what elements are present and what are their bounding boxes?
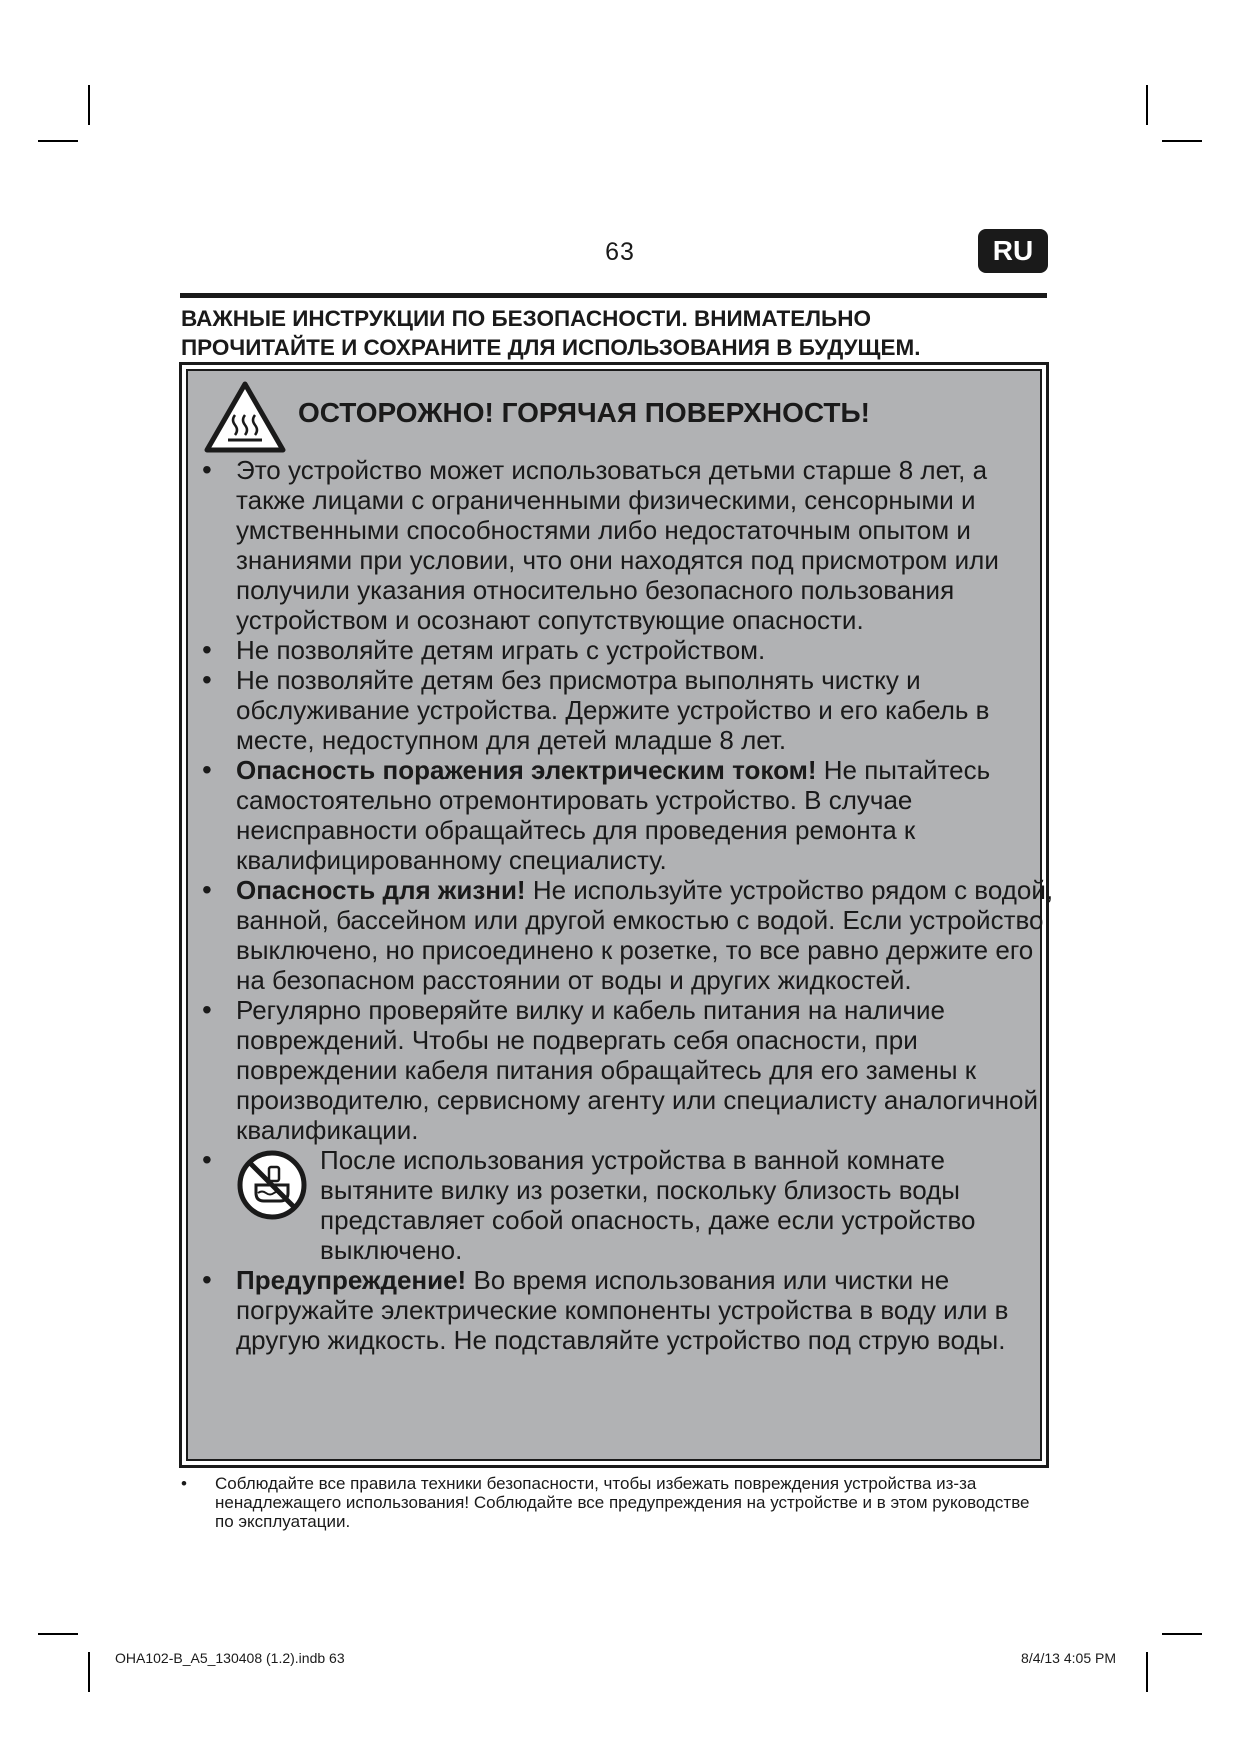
crop-mark xyxy=(1146,1652,1148,1692)
list-item: • Опасность поражения электрическим током! Не пытайтесь самостоятельно отремонтировать устройство. В случае неисправности обращайтесь для проведения ремонта к квалифицированному специалисту. xyxy=(202,755,1062,875)
divider xyxy=(180,293,1047,298)
footnote-list xyxy=(181,1474,1051,1531)
crop-mark xyxy=(1146,85,1148,125)
crop-mark xyxy=(1162,140,1202,142)
list-item: • Не позволяйте детям без присмотра выполнять чистку и обслуживание устройства. Держите устройство и его кабель в месте, недоступном для детей младше 8 лет. xyxy=(202,665,1062,755)
page-heading xyxy=(181,304,1081,362)
no-bath-text: • После использования устройства в ванной комнате вытяните вилку из розетки, поскольку близость воды представляет собой опасность, даже если устройство выключено. xyxy=(320,1145,976,1265)
list-item xyxy=(202,1145,1062,1265)
heading-line-1: ВАЖНЫЕ ИНСТРУКЦИИ ПО БЕЗОПАСНОСТИ. ВНИМАТЕЛЬНО xyxy=(181,306,871,331)
warning-box xyxy=(179,362,1054,1468)
list-item: • Это устройство может использоваться детьми старше 8 лет, а также лицами с ограниченными физическими, сенсорными и умственными способностями либо недостаточным опытом и знаниями при условии, что они находятся под присмотром или получили указания относительно безопасного пользования устройством и осознают сопутствующие опасности. xyxy=(202,455,1062,635)
page-number: 63 xyxy=(605,238,635,266)
crop-mark xyxy=(38,1633,78,1635)
crop-mark xyxy=(38,140,78,142)
footer-date: 8/4/13 4:05 PM xyxy=(1021,1650,1116,1666)
crop-mark xyxy=(88,85,90,125)
footer-file-info: OHA102-B_A5_130408 (1.2).indb 63 xyxy=(115,1650,345,1666)
footnote-item: • Соблюдайте все правила техники безопасности, чтобы избежать повреждения устройства из-за ненадлежащего использования! Соблюдайте все предупреждения на устройстве и в этом руководстве по эксплуатации. xyxy=(181,1474,1051,1531)
no-bath-usage-icon xyxy=(236,1149,308,1221)
list-item: • Предупреждение! Во время использования или чистки не погружайте электрические компоненты устройства в воду или в другую жидкость. Не подставляйте устройство под струю воды. xyxy=(202,1265,1062,1355)
list-item: • Опасность для жизни! Не используйте устройство рядом с водой, ванной, бассейном или другой емкостью с водой. Если устройство выключено, но присоединено к розетке, то все равно держите его на безопасном расстоянии от воды и других жидкостей. xyxy=(202,875,1062,995)
crop-mark xyxy=(1162,1633,1202,1635)
language-badge: RU xyxy=(978,229,1048,273)
warning-list xyxy=(202,455,1062,1355)
warning-title: ОСТОРОЖНО! ГОРЯЧАЯ ПОВЕРХНОСТЬ! xyxy=(298,397,870,428)
warning-box-panel xyxy=(186,369,1054,1461)
hot-surface-warning-icon xyxy=(204,381,286,453)
crop-mark xyxy=(88,1652,90,1692)
heading-line-2: ПРОЧИТАЙТЕ И СОХРАНИТЕ ДЛЯ ИСПОЛЬЗОВАНИЯ В БУДУЩЕМ. xyxy=(181,335,921,360)
list-item: • Регулярно проверяйте вилку и кабель питания на наличие повреждений. Чтобы не подвергать себя опасности, при повреждении кабеля питания обращайтесь для его замены к производителю, сервисному агенту или специалисту аналогичной квалификации. xyxy=(202,995,1062,1145)
list-item: • Не позволяйте детям играть с устройством. xyxy=(202,635,1062,665)
